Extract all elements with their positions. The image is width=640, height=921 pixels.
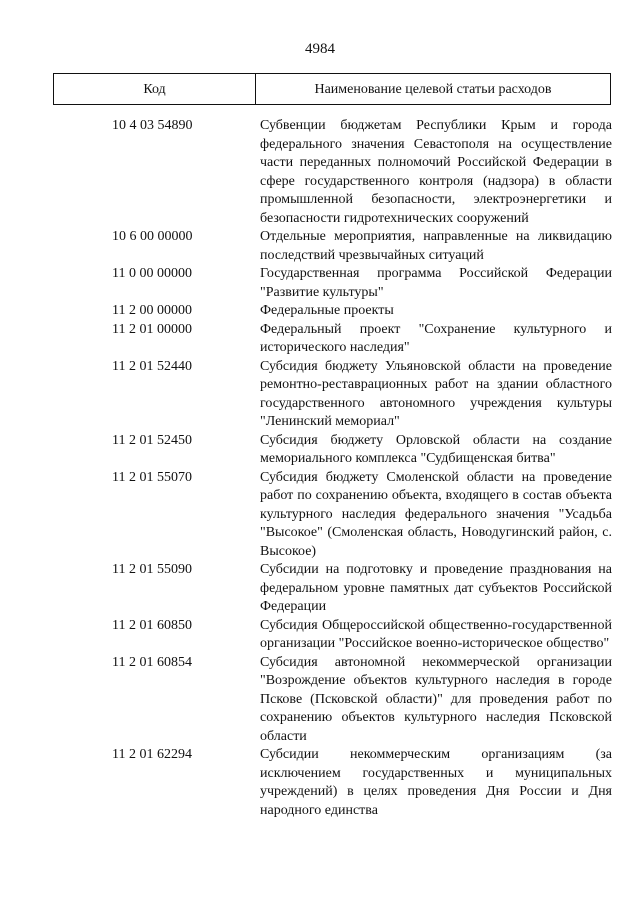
table-header xyxy=(53,73,611,105)
table-row xyxy=(0,617,640,654)
row-description: Субсидия Общероссийской общественно-государственной организации "Российское военно-историческое общество" xyxy=(260,617,612,651)
table-row xyxy=(0,654,640,747)
row-code: 11 2 01 62294 xyxy=(112,747,192,762)
table-body xyxy=(0,117,640,820)
row-description: Государственная программа Российской Федерации "Развитие культуры" xyxy=(260,266,612,300)
table-row xyxy=(0,117,640,228)
table-row xyxy=(0,432,640,469)
row-code: 11 2 01 55070 xyxy=(112,469,192,485)
row-description: Субвенции бюджетам Республики Крым и города федерального значения Севастополя на осуществление части переданных полномочий Российской Федерации в сфере государственного контроля (надзора) в области промышленной безопасности, электроэнергетики и безопасности гидротехнических сооружений xyxy=(260,118,612,226)
row-description: Субсидия автономной некоммерческой организации "Возрождение объектов культурного наследия в городе Пскове (Псковской области)" для проведения работ по сохранению объектов культурного наследия Псковской области xyxy=(260,654,612,744)
row-code: 11 2 01 52450 xyxy=(112,432,192,448)
column-header-name: Наименование целевой статьи расходов xyxy=(314,82,552,97)
row-description: Субсидия бюджету Смоленской области на проведение работ по сохранению объекта, входящего в состав объекта культурного наследия федерального значения "Усадьба "Высокое" (Смоленская область, Новодугинский район, с. Высокое) xyxy=(260,469,612,559)
row-description: Субсидия бюджету Орловской области на создание мемориального комплекса "Судбищенская битва" xyxy=(260,432,612,466)
table-row xyxy=(0,358,640,432)
row-description: Субсидии на подготовку и проведение празднования на федеральном уровне памятных дат субъектов Российской Федерации xyxy=(260,562,612,614)
table-row xyxy=(0,228,640,265)
table-row xyxy=(0,469,640,562)
row-code: 11 2 01 60854 xyxy=(112,654,192,670)
row-code: 11 2 01 00000 xyxy=(112,321,192,337)
row-code: 10 6 00 00000 xyxy=(112,229,193,244)
row-code: 11 2 00 00000 xyxy=(112,303,192,318)
row-description: Федеральные проекты xyxy=(260,303,394,318)
row-code: 11 2 01 60850 xyxy=(112,617,192,633)
row-code: 11 2 01 52440 xyxy=(112,358,192,374)
row-code: 11 2 01 55090 xyxy=(112,562,192,577)
row-code: 11 0 00 00000 xyxy=(112,266,192,281)
table-row xyxy=(0,746,640,820)
row-code: 10 4 03 54890 xyxy=(112,118,193,133)
table-row xyxy=(0,321,640,358)
row-description: Субсидия бюджету Ульяновской области на проведение ремонтно-реставрационных работ на здании областного государственного автономного учреждения культуры "Ленинский мемориал" xyxy=(260,358,612,429)
row-description: Субсидии некоммерческим организациям (за исключением государственных и муниципальных учреждений) в целях проведения Дня России и Дня народного единства xyxy=(260,747,612,818)
column-header-code: Код xyxy=(54,74,256,104)
table-row xyxy=(0,265,640,302)
page-number: 4984 xyxy=(305,41,335,57)
row-description: Отдельные мероприятия, направленные на ликвидацию последствий чрезвычайных ситуаций xyxy=(260,229,612,263)
table-row xyxy=(0,561,640,617)
row-description: Федеральный проект "Сохранение культурного и исторического наследия" xyxy=(260,321,612,355)
table-row xyxy=(0,302,640,321)
